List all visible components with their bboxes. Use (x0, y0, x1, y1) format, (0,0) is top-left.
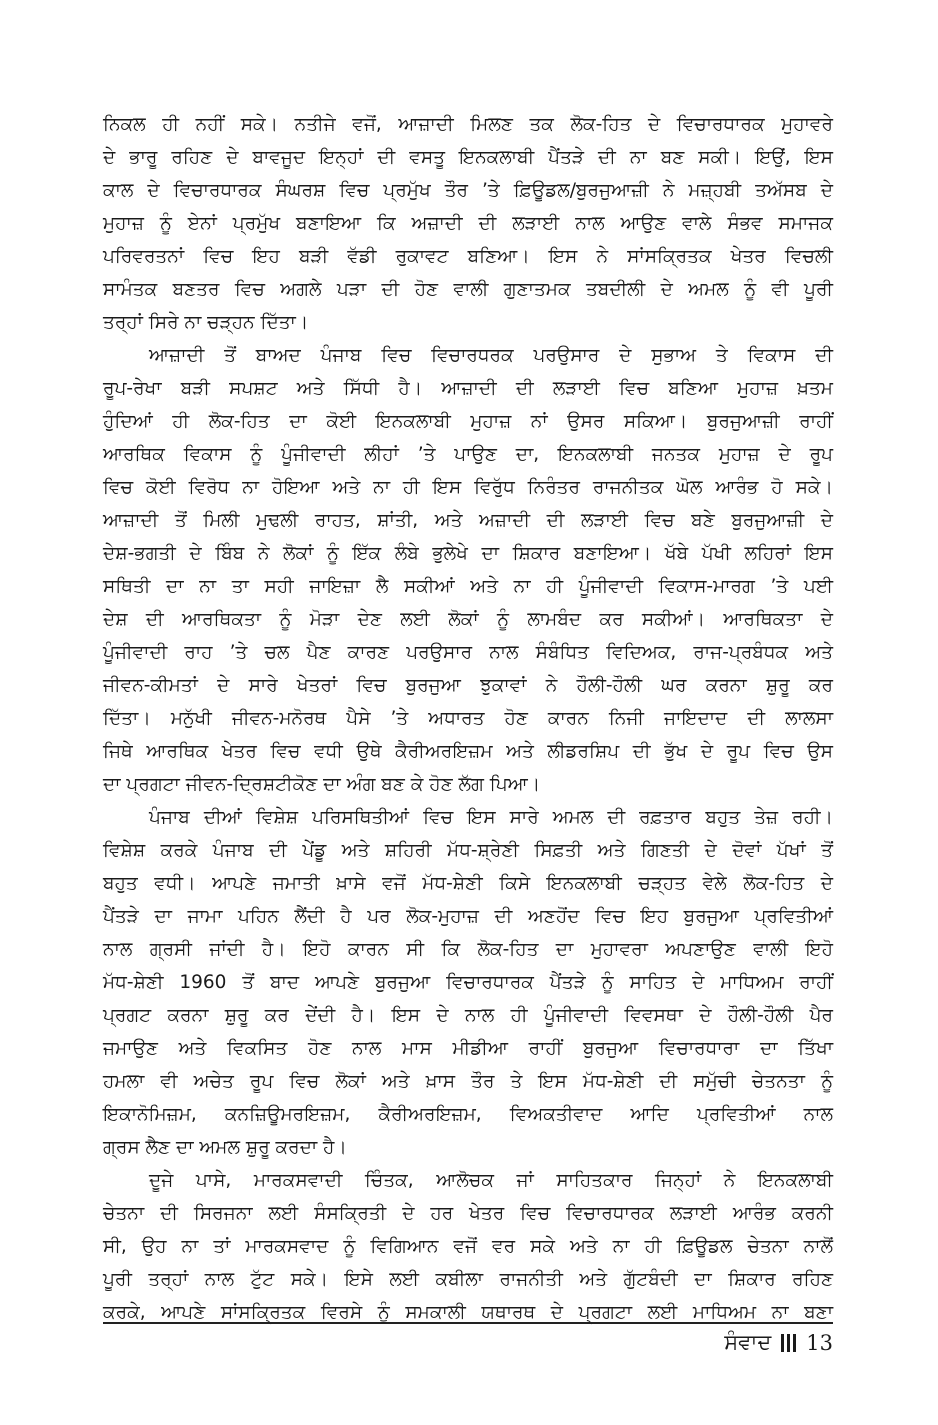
text-line: ਇਕਾਨੋਮਿਜ਼ਮ, ਕਨਜ਼ਿਊਮਰਇਜ਼ਮ, ਕੈਰੀਅਰਇਜ਼ਮ, ਵਿਅਕਤੀਵਾਦ ਆਦਿ ਪ੍ਰਵਿਤੀਆਂ ਨਾਲ (103, 1104, 833, 1125)
text-line: ਵਿਸ਼ੇਸ਼ ਕਰਕੇ ਪੰਜਾਬ ਦੀ ਪੇਂਡੂ ਅਤੇ ਸ਼ਹਿਰੀ ਮੱਧ-ਸ਼੍ਰੇਣੀ ਸਿਫ਼ਤੀ ਅਤੇ ਗਿਣਤੀ ਦੇ ਦੋਵਾਂ ਪੱਖਾਂ ਤੋਂ (103, 840, 833, 861)
text-line: ਪ੍ਰਗਟ ਕਰਨਾ ਸ਼ੁਰੂ ਕਰ ਦੇਂਦੀ ਹੈ। ਇਸ ਦੇ ਨਾਲ ਹੀ ਪੂੰਜੀਵਾਦੀ ਵਿਵਸਥਾ ਦੇ ਹੌਲੀ-ਹੌਲੀ ਪੈਰ (103, 1005, 833, 1026)
text-line: ਰੂਪ-ਰੇਖਾ ਬੜੀ ਸਪਸ਼ਟ ਅਤੇ ਸਿੱਧੀ ਹੈ। ਆਜ਼ਾਦੀ ਦੀ ਲੜਾਈ ਵਿਚ ਬਣਿਆ ਮੁਹਾਜ਼ ਖ਼ਤਮ (103, 378, 833, 399)
text-line: ਪੂਰੀ ਤਰ੍ਹਾਂ ਨਾਲ ਟੁੱਟ ਸਕੇ। ਇਸੇ ਲਈ ਕਬੀਲਾ ਰਾਜਨੀਤੀ ਅਤੇ ਗੁੱਟਬੰਦੀ ਦਾ ਸ਼ਿਕਾਰ ਰਹਿਣ (103, 1269, 833, 1290)
text-line: ਜੀਵਨ-ਕੀਮਤਾਂ ਦੇ ਸਾਰੇ ਖੇਤਰਾਂ ਵਿਚ ਬੁਰਜੁਆ ਝੁਕਾਵਾਂ ਨੇ ਹੌਲੀ-ਹੌਲੀ ਘਰ ਕਰਨਾ ਸ਼ੁਰੂ ਕਰ (103, 675, 833, 696)
text-line: ਨਿਕਲ ਹੀ ਨਹੀਂ ਸਕੇ। ਨਤੀਜੇ ਵਜੋਂ, ਆਜ਼ਾਦੀ ਮਿਲਣ ਤਕ ਲੋਕ-ਹਿਤ ਦੇ ਵਿਚਾਰਧਾਰਕ ਮੁਹਾਵਰੇ (103, 114, 833, 135)
paragraph-3 (103, 801, 833, 1164)
text-line: ਕਰਕੇ, ਆਪਣੇ ਸਾਂਸਕ੍ਰਿਤਕ ਵਿਰਸੇ ਨੂੰ ਸਮਕਾਲੀ ਯਥਾਰਥ ਦੇ ਪ੍ਰਗਟਾ ਲਈ ਮਾਧਿਅਮ ਨਾ ਬਣਾ (103, 1302, 833, 1323)
separator-bars-icon (781, 1334, 796, 1352)
text-line: ਆਜ਼ਾਦੀ ਤੋਂ ਮਿਲੀ ਮੁਢਲੀ ਰਾਹਤ, ਸ਼ਾਂਤੀ, ਅਤੇ ਅਜ਼ਾਦੀ ਦੀ ਲੜਾਈ ਵਿਚ ਬਣੇ ਬੁਰਜੁਆਜ਼ੀ ਦੇ (103, 510, 833, 531)
footer-rule (103, 1322, 833, 1324)
text-line: ਪੈਂਤੜੇ ਦਾ ਜਾਮਾ ਪਹਿਨ ਲੈਂਦੀ ਹੈ ਪਰ ਲੋਕ-ਮੁਹਾਜ਼ ਦੀ ਅਣਹੋਂਦ ਵਿਚ ਇਹ ਬੁਰਜੁਆ ਪ੍ਰਵਿਤੀਆਂ (103, 906, 833, 927)
text-line: ਦੇ ਭਾਰੂ ਰਹਿਣ ਦੇ ਬਾਵਜੂਦ ਇਨ੍ਹਾਂ ਦੀ ਵਸਤੂ ਇਨਕਲਾਬੀ ਪੈਂਤੜੇ ਦੀ ਨਾ ਬਣ ਸਕੀ। ਇਉਂ, ਇਸ (103, 147, 833, 168)
page-footer (724, 1330, 833, 1355)
text-line: ਸਾਮੰਤਕ ਬਣਤਰ ਵਿਚ ਅਗਲੇ ਪੜਾ ਦੀ ਹੋਣ ਵਾਲੀ ਗੁਣਾਤਮਕ ਤਬਦੀਲੀ ਦੇ ਅਮਲ ਨੂੰ ਵੀ ਪੂਰੀ (103, 279, 833, 300)
page-body (103, 108, 833, 1329)
text-line: ਹਮਲਾ ਵੀ ਅਚੇਤ ਰੂਪ ਵਿਚ ਲੋਕਾਂ ਅਤੇ ਖ਼ਾਸ ਤੌਰ ਤੇ ਇਸ ਮੱਧ-ਸ਼ੇਣੀ ਦੀ ਸਮੁੱਚੀ ਚੇਤਨਤਾ ਨੂੰ (103, 1071, 833, 1092)
text-line: ਪੂੰਜੀਵਾਦੀ ਰਾਹ ’ਤੇ ਚਲ ਪੈਣ ਕਾਰਣ ਪਰਉਸਾਰ ਨਾਲ ਸੰਬੰਧਿਤ ਵਿਦਿਅਕ, ਰਾਜ-ਪ੍ਰਬੰਧਕ ਅਤੇ (103, 642, 833, 663)
text-line: ਨਾਲ ਗ੍ਰਸੀ ਜਾਂਦੀ ਹੈ। ਇਹੋ ਕਾਰਨ ਸੀ ਕਿ ਲੋਕ-ਹਿਤ ਦਾ ਮੁਹਾਵਰਾ ਅਪਣਾਉਣ ਵਾਲੀ ਇਹੋ (103, 939, 833, 960)
text-line: ਪੰਜਾਬ ਦੀਆਂ ਵਿਸ਼ੇਸ਼ ਪਰਿਸਥਿਤੀਆਂ ਵਿਚ ਇਸ ਸਾਰੇ ਅਮਲ ਦੀ ਰਫ਼ਤਾਰ ਬਹੁਤ ਤੇਜ਼ ਰਹੀ। (149, 807, 833, 828)
text-line: ਮੁਹਾਜ਼ ਨੂੰ ਏਨਾਂ ਪ੍ਰਮੁੱਖ ਬਣਾਇਆ ਕਿ ਅਜ਼ਾਦੀ ਦੀ ਲੜਾਈ ਨਾਲ ਆਉਣ ਵਾਲੇ ਸੰਭਵ ਸਮਾਜਕ (103, 213, 833, 234)
text-line: ਜਮਾਉਣ ਅਤੇ ਵਿਕਸਿਤ ਹੋਣ ਨਾਲ ਮਾਸ ਮੀਡੀਆ ਰਾਹੀਂ ਬੁਰਜੁਆ ਵਿਚਾਰਧਾਰਾ ਦਾ ਤਿੱਖਾ (103, 1038, 833, 1059)
text-line: ਗ੍ਰਸ ਲੈਣ ਦਾ ਅਮਲ ਸ਼ੁਰੂ ਕਰਦਾ ਹੈ। (103, 1137, 347, 1158)
text-line: ਆਰਥਿਕ ਵਿਕਾਸ ਨੂੰ ਪੂੰਜੀਵਾਦੀ ਲੀਹਾਂ ’ਤੇ ਪਾਉਣ ਦਾ, ਇਨਕਲਾਬੀ ਜਨਤਕ ਮੁਹਾਜ਼ ਦੇ ਰੂਪ (103, 444, 833, 465)
journal-name: ਸੰਵਾਦ (724, 1330, 772, 1354)
text-line: ਦਿੱਤਾ। ਮਨੁੱਖੀ ਜੀਵਨ-ਮਨੋਰਥ ਪੈਸੇ ’ਤੇ ਅਧਾਰਤ ਹੋਣ ਕਾਰਨ ਨਿਜੀ ਜਾਇਦਾਦ ਦੀ ਲਾਲਸਾ (103, 708, 833, 729)
paragraph-2 (103, 339, 833, 801)
text-line: ਤਰ੍ਹਾਂ ਸਿਰੇ ਨਾ ਚੜ੍ਹਨ ਦਿੱਤਾ। (103, 312, 309, 333)
text-line: ਚੇਤਨਾ ਦੀ ਸਿਰਜਨਾ ਲਈ ਸੰਸਕ੍ਰਿਤੀ ਦੇ ਹਰ ਖੇਤਰ ਵਿਚ ਵਿਚਾਰਧਾਰਕ ਲੜਾਈ ਆਰੰਭ ਕਰਨੀ (103, 1203, 833, 1224)
text-line: ਆਜ਼ਾਦੀ ਤੋਂ ਬਾਅਦ ਪੰਜਾਬ ਵਿਚ ਵਿਚਾਰਧਰਕ ਪਰਉਸਾਰ ਦੇ ਸੁਭਾਅ ਤੇ ਵਿਕਾਸ ਦੀ (149, 345, 833, 366)
text-line: ਦੇਸ਼-ਭਗਤੀ ਦੇ ਬਿੰਬ ਨੇ ਲੋਕਾਂ ਨੂੰ ਇੱਕ ਲੰਬੇ ਭੁਲੇਖੇ ਦਾ ਸ਼ਿਕਾਰ ਬਣਾਇਆ। ਖੱਬੇ ਪੱਖੀ ਲਹਿਰਾਂ ਇਸ (103, 543, 833, 564)
text-line: ਪਰਿਵਰਤਨਾਂ ਵਿਚ ਇਹ ਬੜੀ ਵੱਡੀ ਰੁਕਾਵਟ ਬਣਿਆ। ਇਸ ਨੇ ਸਾਂਸਕ੍ਰਿਤਕ ਖੇਤਰ ਵਿਚਲੀ (103, 246, 833, 267)
text-line: ਮੱਧ-ਸ਼ੇਣੀ 1960 ਤੋਂ ਬਾਦ ਆਪਣੇ ਬੁਰਜੁਆ ਵਿਚਾਰਧਾਰਕ ਪੈਂਤੜੇ ਨੂੰ ਸਾਹਿਤ ਦੇ ਮਾਧਿਅਮ ਰਾਹੀਂ (103, 972, 833, 993)
text-line: ਦੂਜੇ ਪਾਸੇ, ਮਾਰਕਸਵਾਦੀ ਚਿੰਤਕ, ਆਲੋਚਕ ਜਾਂ ਸਾਹਿਤਕਾਰ ਜਿਨ੍ਹਾਂ ਨੇ ਇਨਕਲਾਬੀ (149, 1170, 833, 1191)
text-line: ਜਿਥੇ ਆਰਥਿਕ ਖੇਤਰ ਵਿਚ ਵਧੀ ਉਥੇ ਕੈਰੀਅਰਇਜ਼ਮ ਅਤੇ ਲੀਡਰਸ਼ਿਪ ਦੀ ਭੁੱਖ ਦੇ ਰੂਪ ਵਿਚ ਉਸ (103, 741, 833, 762)
text-line: ਕਾਲ ਦੇ ਵਿਚਾਰਧਾਰਕ ਸੰਘਰਸ਼ ਵਿਚ ਪ੍ਰਮੁੱਖ ਤੌਰ ’ਤੇ ਫ਼ਿਊਡਲ/ਬੁਰਜੁਆਜ਼ੀ ਨੇ ਮਜ਼੍ਹਬੀ ਤਅੱਸਬ ਦੇ (103, 180, 833, 201)
page-number: 13 (806, 1330, 833, 1355)
text-line: ਦਾ ਪ੍ਰਗਟਾ ਜੀਵਨ-ਦ੍ਰਿਸ਼ਟੀਕੋਣ ਦਾ ਅੰਗ ਬਣ ਕੇ ਹੋਣ ਲੱਗ ਪਿਆ। (103, 774, 541, 795)
text-line: ਹੁੰਦਿਆਂ ਹੀ ਲੋਕ-ਹਿਤ ਦਾ ਕੋਈ ਇਨਕਲਾਬੀ ਮੁਹਾਜ਼ ਨਾਂ ਉਸਰ ਸਕਿਆ। ਬੁਰਜੁਆਜ਼ੀ ਰਾਹੀਂ (103, 411, 833, 432)
text-line: ਸਥਿਤੀ ਦਾ ਨਾ ਤਾ ਸਹੀ ਜਾਇਜ਼ਾ ਲੈ ਸਕੀਆਂ ਅਤੇ ਨਾ ਹੀ ਪੂੰਜੀਵਾਦੀ ਵਿਕਾਸ-ਮਾਰਗ ’ਤੇ ਪਈ (103, 576, 833, 597)
text-line: ਸੀ, ਉਹ ਨਾ ਤਾਂ ਮਾਰਕਸਵਾਦ ਨੂੰ ਵਿਗਿਆਨ ਵਜੋਂ ਵਰ ਸਕੇ ਅਤੇ ਨਾ ਹੀ ਫ਼ਿਊਡਲ ਚੇਤਨਾ ਨਾਲੋਂ (103, 1236, 833, 1257)
paragraph-1 (103, 108, 833, 339)
text-line: ਦੇਸ਼ ਦੀ ਆਰਥਿਕਤਾ ਨੂੰ ਮੋੜਾ ਦੇਣ ਲਈ ਲੋਕਾਂ ਨੂੰ ਲਾਮਬੰਦ ਕਰ ਸਕੀਆਂ। ਆਰਥਿਕਤਾ ਦੇ (103, 609, 833, 630)
paragraph-4 (103, 1164, 833, 1329)
text-line: ਵਿਚ ਕੋਈ ਵਿਰੋਧ ਨਾ ਹੋਇਆ ਅਤੇ ਨਾ ਹੀ ਇਸ ਵਿਰੁੱਧ ਨਿਰੰਤਰ ਰਾਜਨੀਤਕ ਘੋਲ ਆਰੰਭ ਹੋ ਸਕੇ। (103, 477, 833, 498)
text-line: ਬਹੁਤ ਵਧੀ। ਆਪਣੇ ਜਮਾਤੀ ਖ਼ਾਸੇ ਵਜੋਂ ਮੱਧ-ਸ਼ੇਣੀ ਕਿਸੇ ਇਨਕਲਾਬੀ ਚੜ੍ਹਤ ਵੇਲੇ ਲੋਕ-ਹਿਤ ਦੇ (103, 873, 833, 894)
